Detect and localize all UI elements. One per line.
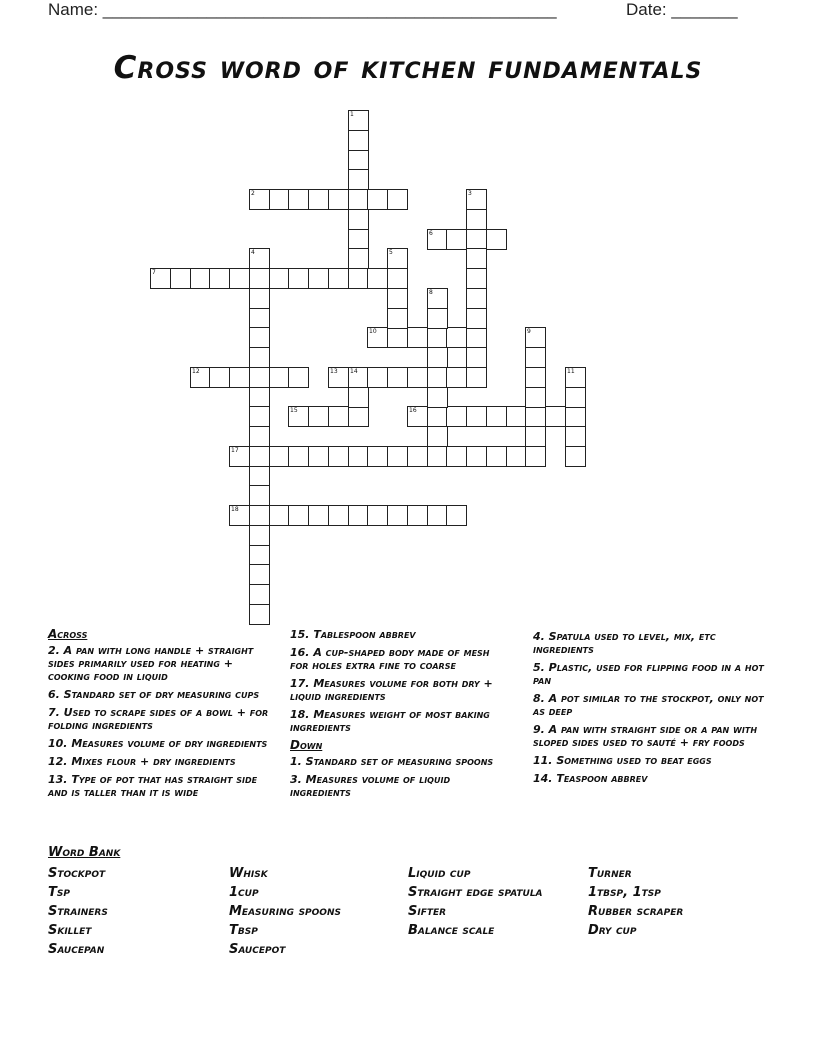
clue-across-15: 15. Tablespoon abbrev — [290, 628, 416, 641]
clue-number: 7 — [152, 269, 156, 276]
crossword-cell[interactable] — [427, 327, 448, 348]
crossword-cell[interactable] — [269, 446, 290, 467]
crossword-cell[interactable] — [308, 505, 329, 526]
crossword-cell[interactable] — [229, 505, 250, 526]
crossword-cell[interactable] — [427, 426, 448, 447]
crossword-cell[interactable] — [249, 604, 270, 625]
clue-number: 18 — [231, 506, 239, 513]
crossword-cell[interactable] — [525, 387, 546, 408]
crossword-cell[interactable] — [466, 347, 487, 368]
crossword-cell[interactable] — [249, 426, 270, 447]
clue-across-17: 17. Measures volume for both dry + liquid ingredients — [290, 677, 493, 703]
crossword-cell[interactable] — [466, 288, 487, 309]
crossword-cell[interactable] — [249, 288, 270, 309]
clue-number: 11 — [567, 368, 575, 375]
crossword-cell[interactable] — [525, 367, 546, 388]
crossword-cell[interactable] — [249, 485, 270, 506]
crossword-cell[interactable] — [150, 268, 171, 289]
crossword-cell[interactable] — [446, 446, 467, 467]
clue-down-9: 9. A pan with straight side or a pan with sloped sides used to sauté + fry foods — [533, 723, 758, 749]
crossword-cell[interactable] — [328, 406, 349, 427]
crossword-cell[interactable] — [348, 150, 369, 171]
crossword-cell[interactable] — [190, 367, 211, 388]
date-field-label: Date: _______ — [626, 0, 738, 19]
clue-across-2: 2. A pan with long handle + straight sides primarily used for heating + cooking food in liquid — [48, 644, 254, 683]
crossword-cell[interactable] — [466, 189, 487, 210]
crossword-cell[interactable] — [328, 268, 349, 289]
clues-column-1 — [48, 628, 270, 804]
crossword-cell[interactable] — [190, 268, 211, 289]
crossword-cell[interactable] — [269, 505, 290, 526]
crossword-cell[interactable] — [466, 268, 487, 289]
clue-down-1: 1. Standard set of measuring spoons — [290, 755, 494, 768]
crossword-cell[interactable] — [348, 229, 369, 250]
crossword-cell[interactable] — [348, 387, 369, 408]
word-bank-item: Straight edge spatula — [408, 885, 543, 900]
crossword-cell[interactable] — [525, 426, 546, 447]
crossword-cell[interactable] — [565, 387, 586, 408]
crossword-cell[interactable] — [387, 505, 408, 526]
clue-number: 1 — [350, 111, 354, 118]
clue-across-18: 18. Measures weight of most baking ingredients — [290, 708, 490, 734]
clues-column-3 — [533, 630, 773, 790]
crossword-cell[interactable] — [249, 347, 270, 368]
word-bank-item: Whisk — [229, 866, 268, 881]
word-bank-item: Dry cup — [588, 923, 637, 938]
clue-number: 2 — [251, 190, 255, 197]
crossword-cell[interactable] — [328, 367, 349, 388]
crossword-cell[interactable] — [348, 110, 369, 131]
crossword-cell[interactable] — [288, 189, 309, 210]
crossword-cell[interactable] — [427, 406, 448, 427]
crossword-cell[interactable] — [288, 406, 309, 427]
crossword-cell[interactable] — [249, 189, 270, 210]
crossword-cell[interactable] — [407, 367, 428, 388]
crossword-cell[interactable] — [466, 406, 487, 427]
clue-number: 8 — [429, 289, 433, 296]
crossword-cell[interactable] — [249, 248, 270, 269]
crossword-cell[interactable] — [249, 387, 270, 408]
crossword-cell[interactable] — [466, 209, 487, 230]
crossword-cell[interactable] — [269, 189, 290, 210]
clue-number: 9 — [527, 328, 531, 335]
crossword-cell[interactable] — [387, 268, 408, 289]
page-title: Cross word of kitchen fundamentals — [113, 50, 703, 86]
word-bank-item: 1tbsp, 1tsp — [588, 885, 661, 900]
crossword-cell[interactable] — [427, 367, 448, 388]
down-heading: Down — [290, 738, 323, 752]
crossword-cell[interactable] — [348, 248, 369, 269]
word-bank-item: Strainers — [48, 904, 108, 919]
crossword-cell[interactable] — [525, 327, 546, 348]
crossword-cell[interactable] — [229, 268, 250, 289]
crossword-cell[interactable] — [367, 367, 388, 388]
crossword-cell[interactable] — [249, 584, 270, 605]
crossword-cell[interactable] — [209, 367, 230, 388]
crossword-cell[interactable] — [367, 189, 388, 210]
clue-across-7: 7. Used to scrape sides of a bowl + for folding ingredients — [48, 706, 269, 732]
clue-across-6: 6. Standard set of dry measuring cups — [48, 688, 260, 701]
clue-across-13: 13. Type of pot that has straight side and is taller than it is wide — [48, 773, 258, 799]
crossword-cell[interactable] — [288, 505, 309, 526]
crossword-cell[interactable] — [269, 268, 290, 289]
name-field-label: Name: ________________________________________________ — [48, 0, 557, 19]
crossword-cell[interactable] — [308, 406, 329, 427]
clue-number: 14 — [350, 368, 358, 375]
crossword-cell[interactable] — [545, 406, 566, 427]
clue-number: 3 — [468, 190, 472, 197]
crossword-cell[interactable] — [466, 327, 487, 348]
word-bank-column-3 — [408, 864, 543, 940]
crossword-cell[interactable] — [427, 387, 448, 408]
crossword-cell[interactable] — [466, 446, 487, 467]
word-bank-item: Saucepan — [48, 942, 105, 957]
crossword-cell[interactable] — [525, 347, 546, 368]
crossword-cell[interactable] — [308, 189, 329, 210]
crossword-cell[interactable] — [249, 466, 270, 487]
crossword-cell[interactable] — [269, 367, 290, 388]
crossword-cell[interactable] — [486, 229, 507, 250]
crossword-cell[interactable] — [387, 189, 408, 210]
across-heading: Across — [48, 627, 88, 641]
crossword-cell[interactable] — [288, 446, 309, 467]
crossword-cell[interactable] — [446, 327, 467, 348]
crossword-cell[interactable] — [565, 426, 586, 447]
word-bank-title: Word Bank — [48, 845, 121, 860]
word-bank-item: Tsp — [48, 885, 70, 900]
clue-number: 13 — [330, 368, 338, 375]
crossword-cell[interactable] — [525, 406, 546, 427]
crossword-cell[interactable] — [229, 367, 250, 388]
crossword-cell[interactable] — [387, 308, 408, 329]
crossword-cell[interactable] — [249, 327, 270, 348]
crossword-cell[interactable] — [506, 406, 527, 427]
crossword-cell[interactable] — [249, 367, 270, 388]
crossword-cell[interactable] — [308, 446, 329, 467]
crossword-cell[interactable] — [387, 446, 408, 467]
crossword-cell[interactable] — [446, 406, 467, 427]
clue-number: 6 — [429, 230, 433, 237]
crossword-cell[interactable] — [387, 367, 408, 388]
crossword-cell[interactable] — [427, 347, 448, 368]
word-bank-item: Liquid cup — [408, 866, 471, 881]
crossword-cell[interactable] — [249, 564, 270, 585]
crossword-cell[interactable] — [209, 268, 230, 289]
clue-across-16: 16. A cup-shaped body made of mesh for holes extra fine to coarse — [290, 646, 490, 672]
clue-down-4: 4. Spatula used to level, mix, etc ingredients — [533, 630, 716, 656]
crossword-cell[interactable] — [466, 308, 487, 329]
clue-number: 12 — [192, 368, 200, 375]
clue-across-10: 10. Measures volume of dry ingredients — [48, 737, 268, 750]
clue-down-11: 11. Something used to beat eggs — [533, 754, 712, 767]
crossword-cell[interactable] — [288, 367, 309, 388]
crossword-cell[interactable] — [348, 505, 369, 526]
crossword-cell[interactable] — [328, 505, 349, 526]
crossword-cell[interactable] — [249, 505, 270, 526]
crossword-cell[interactable] — [249, 308, 270, 329]
clue-down-14: 14. Teaspoon abbrev — [533, 772, 648, 785]
crossword-cell[interactable] — [229, 446, 250, 467]
clue-number: 16 — [409, 407, 417, 414]
crossword-cell[interactable] — [249, 268, 270, 289]
word-bank-item: Saucepot — [229, 942, 286, 957]
crossword-cell[interactable] — [427, 446, 448, 467]
crossword-cell[interactable] — [486, 406, 507, 427]
word-bank-item: Sifter — [408, 904, 447, 919]
crossword-cell[interactable] — [466, 248, 487, 269]
crossword-cell[interactable] — [348, 169, 369, 190]
crossword-cell[interactable] — [407, 505, 428, 526]
word-bank-column-4 — [588, 864, 683, 940]
crossword-cell[interactable] — [249, 446, 270, 467]
crossword-cell[interactable] — [348, 446, 369, 467]
crossword-cell[interactable] — [565, 446, 586, 467]
word-bank-item: Balance scale — [408, 923, 495, 938]
word-bank-item: Skillet — [48, 923, 92, 938]
word-bank-item: Rubber scraper — [588, 904, 684, 919]
crossword-cell[interactable] — [348, 189, 369, 210]
crossword-cell[interactable] — [525, 446, 546, 467]
crossword-cell[interactable] — [249, 545, 270, 566]
crossword-cell[interactable] — [348, 268, 369, 289]
crossword-cell[interactable] — [367, 268, 388, 289]
crossword-cell[interactable] — [427, 308, 448, 329]
clue-down-8: 8. A pot similar to the stockpot, only not as deep — [533, 692, 764, 718]
clue-number: 4 — [251, 249, 255, 256]
crossword-cell[interactable] — [446, 367, 467, 388]
crossword-cell[interactable] — [249, 525, 270, 546]
clue-across-12: 12. Mixes flour + dry ingredients — [48, 755, 236, 768]
crossword-cell[interactable] — [387, 248, 408, 269]
crossword-cell[interactable] — [486, 446, 507, 467]
crossword-cell[interactable] — [367, 327, 388, 348]
crossword-cell[interactable] — [565, 367, 586, 388]
crossword-cell[interactable] — [367, 505, 388, 526]
crossword-cell[interactable] — [308, 268, 329, 289]
crossword-cell[interactable] — [348, 367, 369, 388]
word-bank-column-2 — [229, 864, 341, 959]
crossword-cell[interactable] — [407, 406, 428, 427]
crossword-cell[interactable] — [565, 406, 586, 427]
crossword-cell[interactable] — [170, 268, 191, 289]
crossword-cell[interactable] — [466, 367, 487, 388]
clue-number: 17 — [231, 447, 239, 454]
word-bank-column-1 — [48, 864, 108, 959]
crossword-cell[interactable] — [427, 505, 448, 526]
crossword-cell[interactable] — [348, 209, 369, 230]
word-bank-item: Turner — [588, 866, 632, 881]
word-bank-item: 1cup — [229, 885, 259, 900]
clues-column-2 — [290, 628, 500, 804]
crossword-cell[interactable] — [427, 288, 448, 309]
crossword-cell[interactable] — [427, 229, 448, 250]
crossword-cell[interactable] — [387, 288, 408, 309]
clue-number: 5 — [389, 249, 393, 256]
crossword-cell[interactable] — [367, 446, 388, 467]
word-bank-item: Measuring spoons — [229, 904, 341, 919]
crossword-cell[interactable] — [328, 446, 349, 467]
word-bank-item: Stockpot — [48, 866, 106, 881]
crossword-cell[interactable] — [446, 229, 467, 250]
crossword-cell[interactable] — [348, 130, 369, 151]
clue-number: 10 — [369, 328, 377, 335]
crossword-cell[interactable] — [466, 229, 487, 250]
crossword-cell[interactable] — [446, 505, 467, 526]
crossword-cell[interactable] — [249, 406, 270, 427]
crossword-cell[interactable] — [288, 268, 309, 289]
crossword-cell[interactable] — [506, 446, 527, 467]
crossword-cell[interactable] — [407, 446, 428, 467]
crossword-cell[interactable] — [328, 189, 349, 210]
clue-down-3: 3. Measures volume of liquid ingredients — [290, 773, 451, 799]
word-bank-item: Tbsp — [229, 923, 258, 938]
clue-number: 15 — [290, 407, 298, 414]
crossword-cell[interactable] — [407, 327, 428, 348]
clue-down-5: 5. Plastic, used for flipping food in a hot pan — [533, 661, 764, 687]
crossword-cell[interactable] — [348, 406, 369, 427]
crossword-cell[interactable] — [387, 327, 408, 348]
